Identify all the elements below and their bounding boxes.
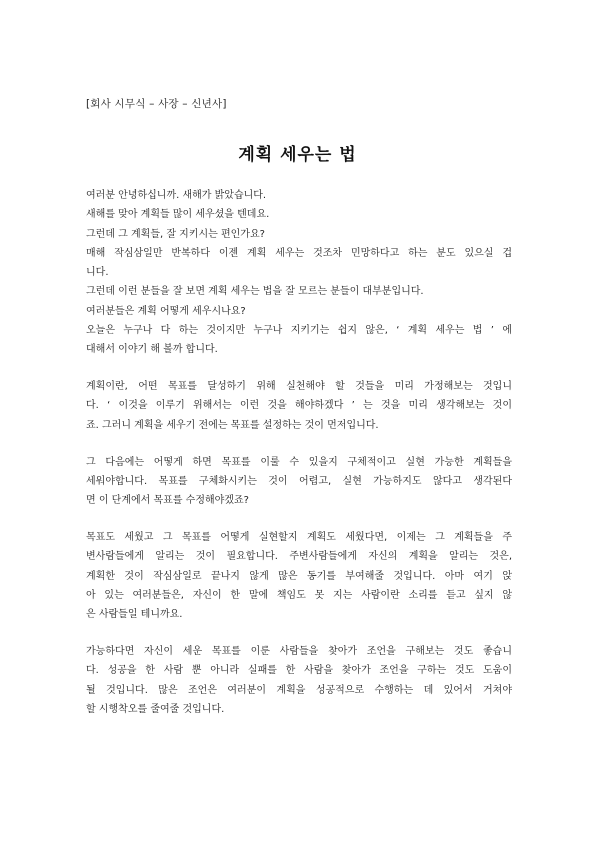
text-line: 그런데 그 계획들, 잘 지키시는 편인가요? — [86, 228, 265, 240]
text-line: 그 다음에는 어떻게 하면 목표를 이룰 수 있을지 구체적이고 실현 가능한 계획들을 — [86, 456, 512, 468]
paragraph — [86, 453, 512, 511]
text-line: 은 사람들일 테니까요. — [86, 609, 183, 621]
text-line: 계획한 것이 작심삼일로 끝나지 않게 많은 동기를 부여해줄 것입니다. 아마 여기 앉 — [86, 570, 512, 582]
paragraph — [86, 377, 512, 435]
paragraph — [86, 528, 512, 624]
speech-body — [86, 186, 512, 737]
text-line: 면 이 단계에서 목표를 수정해야겠죠? — [86, 495, 249, 507]
text-line: 죠. 그러니 계획을 세우기 전에는 목표를 설정하는 것이 먼저입니다. — [86, 419, 379, 431]
paragraph — [86, 186, 512, 360]
text-line: 다. ‘ 이것을 이루기 위해서는 이런 것을 해야하겠다 ’ 는 것을 미리 생각해보는 것이 — [86, 400, 512, 412]
text-line: 새해를 맞아 계획들 많이 세우셨을 텐데요. — [86, 209, 270, 221]
text-line: 대해서 이야기 해 볼까 합니다. — [86, 344, 218, 356]
text-line: 오늘은 누구나 다 하는 것이지만 누구나 지키기는 쉽지 않은, ‘ 계획 세우는 법 ’ 에 — [86, 325, 512, 337]
text-line: 여러분 안녕하십니까. 새해가 밝았습니다. — [86, 190, 267, 201]
document-title: 계획 세우는 법 — [238, 145, 357, 165]
text-line: 아 있는 여러분들은, 자신이 한 말에 책임도 못 지는 사람이란 소리를 듣고 싶지 않 — [86, 589, 512, 601]
text-line: 매해 작심삼일만 반복하다 이젠 계획 세우는 것조차 민망하다고 하는 분도 있으실 겁 — [86, 247, 512, 259]
text-line: 가능하다면 자신이 세운 목표를 이룬 사람들을 찾아가 조언을 구해보는 것도 좋습니 — [86, 645, 512, 657]
text-line: 니다. — [86, 267, 109, 279]
event-header-label: [회사 시무식 – 사장 – 신년사] — [86, 98, 227, 110]
text-line: 여러분들은 계획 어떻게 세우시나요? — [86, 305, 246, 317]
text-line: 계획이란, 어떤 목표를 달성하기 위해 실천해야 할 것들을 미리 가정해보는 것입니 — [86, 381, 512, 393]
text-line: 목표도 세웠고 그 목표를 어떻게 실현할지 계획도 세웠다면, 이제는 그 계획들을 주 — [86, 531, 512, 543]
text-line: 할 시행착오를 줄여줄 것입니다. — [86, 703, 225, 715]
text-line: 세워야합니다. 목표를 구체화시키는 것이 어렵고, 실현 가능하지도 않다고 생각된다 — [86, 475, 512, 487]
text-line: 그런데 이런 분들을 잘 보면 계획 세우는 법을 잘 모르는 분들이 대부분입니다. — [86, 286, 424, 298]
text-line: 될 것입니다. 많은 조언은 여러분이 계획을 성공적으로 수행하는 데 있어서 거쳐야 — [86, 684, 512, 696]
text-line: 다. 성공을 한 사람 뿐 아니라 실패를 한 사람을 찾아가 조언을 구하는 것도 도움이 — [86, 665, 512, 677]
paragraph — [86, 642, 512, 719]
text-line: 변사람들에게 알리는 것이 필요합니다. 주변사람들에게 자신의 계획을 알리는 것은, — [86, 551, 512, 563]
